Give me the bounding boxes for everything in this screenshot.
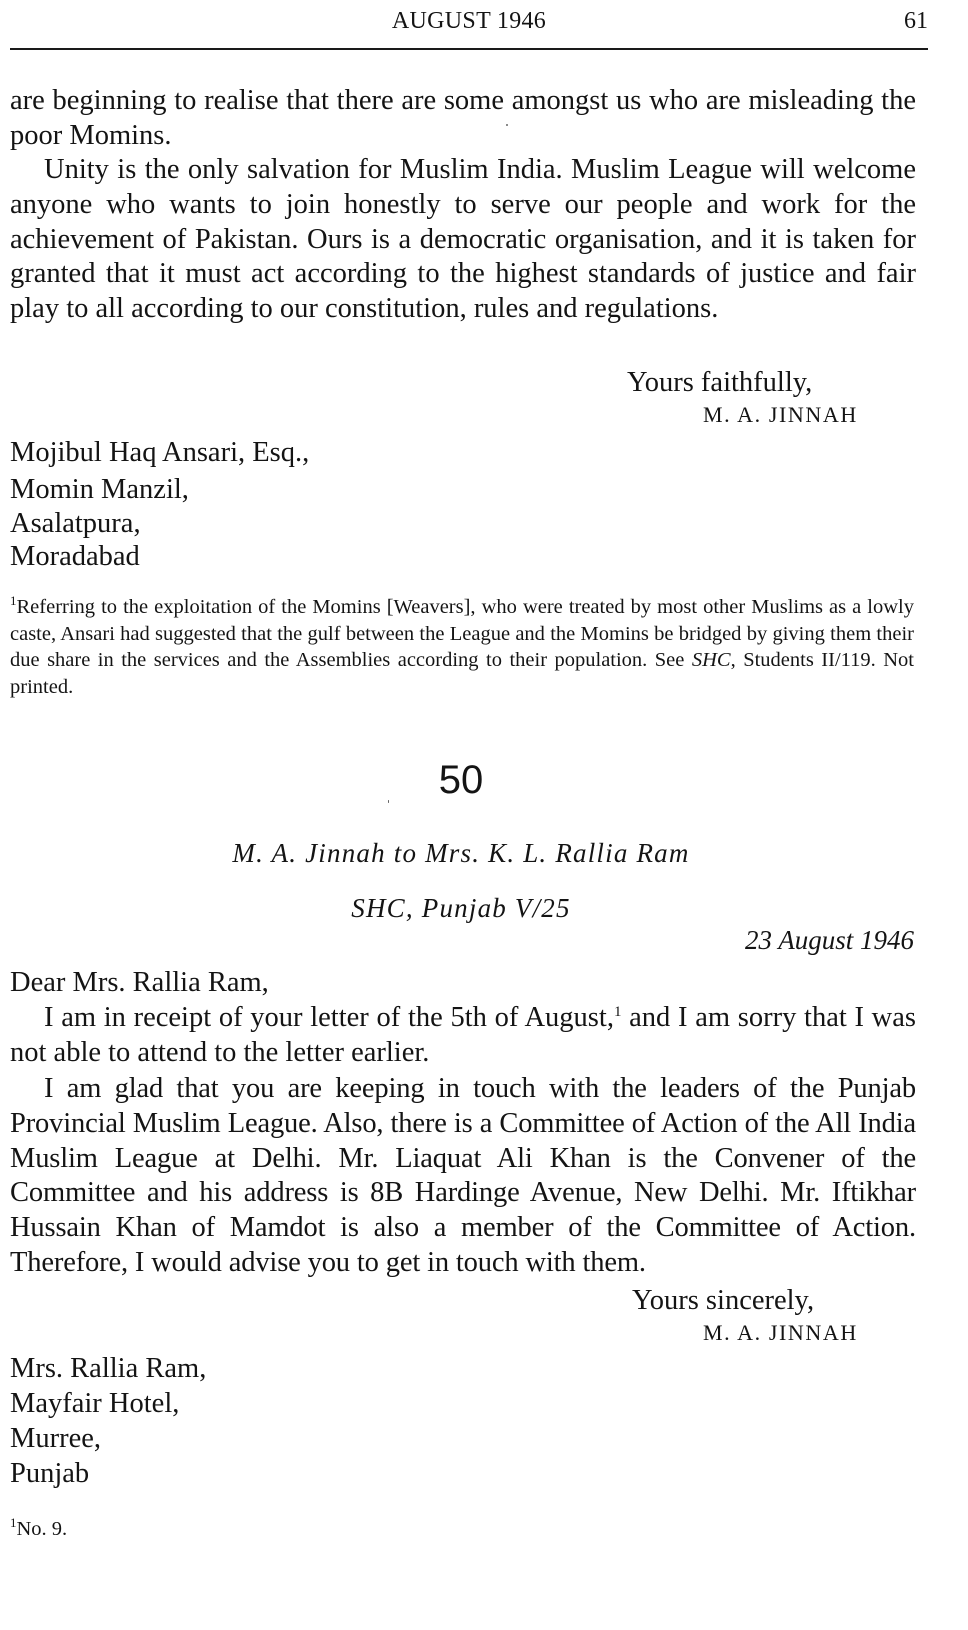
letter-49-signature: M. A. JINNAH bbox=[703, 402, 858, 427]
letter-50-signature: M. A. JINNAH bbox=[703, 1320, 858, 1345]
letter-49-address-line: Mojibul Haq Ansari, Esq., bbox=[10, 437, 310, 468]
document-number: 50 bbox=[438, 758, 484, 802]
letter-49-paragraph-1: are beginning to realise that there are some amongst us who are misleading the poor Momins. bbox=[10, 85, 916, 151]
page-number: 61 bbox=[904, 8, 928, 34]
letter-50-address-line: Mayfair Hotel, bbox=[10, 1388, 180, 1419]
letter-50-title: M. A. Jinnah to Mrs. K. L. Rallia Ram bbox=[232, 838, 690, 868]
footnote-text: No. 9. bbox=[16, 1518, 68, 1540]
footnote-reference: 1 bbox=[613, 1004, 622, 1020]
header-rule bbox=[10, 48, 928, 50]
footnote-marker: 1 bbox=[10, 1515, 17, 1530]
print-speck bbox=[388, 800, 389, 803]
letter-50-source: SHC, Punjab V/25 bbox=[351, 893, 571, 923]
print-speck bbox=[506, 124, 508, 126]
letter-49-closing: Yours faithfully, bbox=[627, 367, 813, 398]
letter-49-address-line: Momin Manzil, bbox=[10, 474, 189, 505]
footnote-text: Referring to the exploitation of the Momins [Weavers], who were treated by most other Muslims as a lowly caste, Ansari had suggested that the gulf between the League and the Momins be bridged by giving them their due share in the services and the Assemblies according to their population. See bbox=[10, 596, 914, 671]
footnote-marker: 1 bbox=[10, 593, 17, 608]
letter-50-closing: Yours sincerely, bbox=[632, 1285, 815, 1316]
letter-50-address-line: Mrs. Rallia Ram, bbox=[10, 1353, 207, 1384]
paragraph-1-text: I am in receipt of your letter of the 5th of August, bbox=[44, 1002, 614, 1033]
letter-50-address-line: Murree, bbox=[10, 1423, 101, 1454]
letter-50-address-line: Punjab bbox=[10, 1458, 90, 1489]
letter-50-date: 23 August 1946 bbox=[744, 925, 914, 955]
paragraph-1-text-end: and I am sorry that I was not able to attend to the letter earlier. bbox=[10, 1002, 916, 1068]
letter-50-paragraph-2: I am glad that you are keeping in touch with the leaders of the Punjab Provincial Muslim League. Also, there is a Committee of Action of the All India Muslim League at Delhi. Mr. Liaquat Ali Khan is the Convener of the Committee and his address is 8B Hardinge Avenue, New Delhi. Mr. Iftikhar Hussain Khan of Mamdot is also a member of the Committee of Action. Therefore, I would advise you to get in touch with them. bbox=[10, 1073, 916, 1278]
footnote-text-end: , Students II/119. Not printed. bbox=[10, 649, 915, 698]
running-head bbox=[10, 8, 928, 44]
letter-50-footnote bbox=[10, 1516, 914, 1543]
footnote-source-abbrev: SHC bbox=[691, 649, 731, 671]
letter-49-address-line: Asalatpura, bbox=[10, 508, 141, 539]
running-head-title: AUGUST 1946 bbox=[391, 8, 547, 34]
letter-49-paragraph-2: Unity is the only salvation for Muslim India. Muslim League will welcome anyone who wants to join honestly to serve our people and work for the achievement of Pakistan. Ours is a democratic organisation, and it is taken for granted that it must act according to the highest standards of justice and fair play to all according to our constitution, rules and regulations. bbox=[10, 154, 916, 325]
letter-50-salutation: Dear Mrs. Rallia Ram, bbox=[10, 967, 269, 998]
letter-49-address-line: Moradabad bbox=[10, 541, 140, 572]
letter-50-paragraph-1 bbox=[10, 1001, 916, 1071]
letter-49-footnote bbox=[10, 594, 914, 700]
